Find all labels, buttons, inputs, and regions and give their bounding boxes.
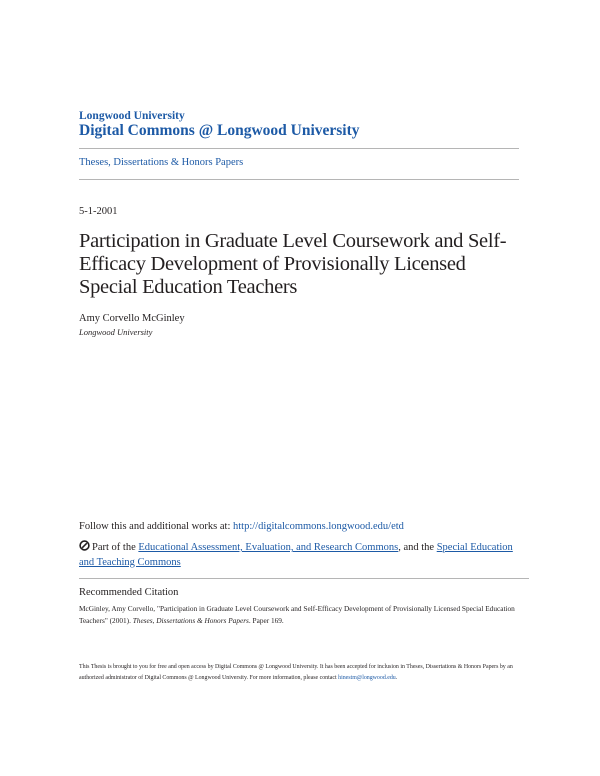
follow-line	[79, 521, 404, 532]
commons-link-assessment[interactable]: Educational Assessment, Evaluation, and Research Commons	[138, 542, 399, 553]
citation-end: . Paper 169.	[248, 615, 284, 625]
follow-url-link[interactable]: http://digitalcommons.longwood.edu/etd	[233, 521, 404, 532]
divider-bottom	[79, 179, 519, 180]
part-of-line	[79, 540, 519, 570]
part-of-conjunction: , and the	[398, 542, 435, 553]
divider-citation	[79, 578, 529, 579]
follow-label: Follow this and additional works at:	[79, 521, 231, 532]
citation-main: McGinley, Amy Corvello, "Participation in Graduate Level Coursework and Self-Efficacy Development of Provisionally Licensed Special Education Teachers" (2001).	[79, 604, 515, 625]
contact-email-link[interactable]: hinestm@longwood.edu	[338, 675, 396, 681]
citation-heading: Recommended Citation	[79, 587, 179, 598]
divider-top	[79, 148, 519, 149]
part-of-prefix: Part of the	[92, 542, 136, 553]
paper-title: Participation in Graduate Level Coursework and Self-Efficacy Development of Provisionally Licensed Special Education Teachers	[79, 230, 507, 298]
repository-link[interactable]: Digital Commons @ Longwood University	[79, 122, 360, 139]
access-notice	[79, 662, 524, 684]
publication-date: 5-1-2001	[79, 206, 118, 217]
commons-link-special-education[interactable]: Special Education and Teaching Commons	[79, 542, 513, 568]
notice-end: .	[395, 675, 398, 681]
notice-text: This Thesis is brought to you for free and open access by Digital Commons @ Longwood University. It has been accepted for inclusion in Theses, Dissertations & Honors Papers by an authorized administrator of Digital Commons @ Longwood University. For more information, please contact	[79, 664, 513, 681]
institution-name: Longwood University	[79, 110, 185, 122]
open-access-icon	[79, 540, 90, 551]
collection-link[interactable]: Theses, Dissertations & Honors Papers	[79, 157, 244, 168]
citation-series: Theses, Dissertations & Honors Papers	[132, 615, 249, 625]
author-name: Amy Corvello McGinley	[79, 313, 185, 324]
citation-text	[79, 603, 524, 626]
author-affiliation: Longwood University	[79, 327, 153, 337]
